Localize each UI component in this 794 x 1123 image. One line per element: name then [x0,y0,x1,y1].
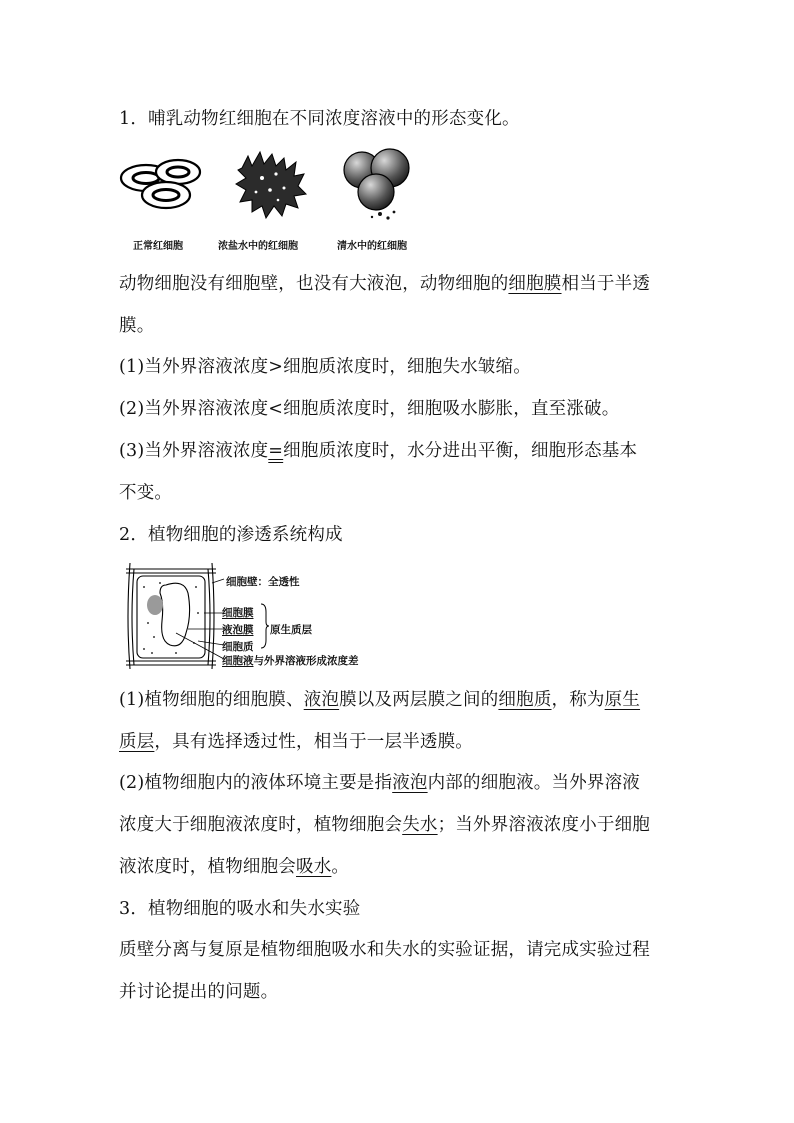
item-balance-line2: 不变。 [119,483,173,503]
section1-heading: 1．哺乳动物红细胞在不同浓度溶液中的形态变化。 [119,109,520,129]
section2-heading: 2．植物细胞的渗透系统构成 [119,525,343,545]
brace-icon [259,604,269,648]
equal-sign: = [268,441,284,461]
protoplast-paragraph: (1)植物细胞的细胞膜、液泡膜以及两层膜之间的细胞质，称为原生 [119,690,641,710]
animal-cell-paragraph-line2: 膜。 [119,316,155,336]
plant-cell-illustration [124,563,224,673]
section3-heading: 3．植物细胞的吸水和失水实验 [119,899,361,919]
sap-paragraph-line2: 浓度大于细胞液浓度时，植物细胞会失水；当外界溶液浓度小于细胞 [119,815,651,835]
experiment-paragraph: 质壁分离与复原是植物细胞吸水和失水的实验证据，请完成实验过程 [119,940,650,960]
label-cell-membrane: 细胞膜 [222,607,254,619]
item-swell: (2)当外界溶液浓度<细胞质浓度时，细胞吸水膨胀，直至涨破。 [119,399,620,419]
sap-paragraph: (2)植物细胞内的液体环境主要是指液泡内部的细胞液。当外界溶液 [119,773,641,793]
experiment-paragraph-line2: 并讨论提出的问题。 [119,982,279,1002]
cell-membrane-term: 细胞膜 [508,274,562,294]
label-cell-sap: 细胞液与外界溶液形成浓度差 [222,655,359,667]
caption-normal-cell: 正常红细胞 [133,241,183,252]
label-protoplast-layer: 原生质层 [270,624,312,636]
swollen-red-cells-illustration [338,146,428,226]
shrunken-red-cells-illustration [232,148,322,228]
protoplast-paragraph-line2: 质层，具有选择透过性，相当于一层半透膜。 [119,732,474,752]
caption-saltwater-cell: 浓盐水中的红细胞 [218,241,298,252]
animal-cell-paragraph: 动物细胞没有细胞壁，也没有大液泡，动物细胞的细胞膜相当于半透 [119,274,651,294]
caption-freshwater-cell: 清水中的红细胞 [337,241,407,252]
label-cell-wall: 细胞壁：全透性 [226,576,300,588]
item-balance: (3)当外界溶液浓度=细胞质浓度时，水分进出平衡，细胞形态基本 [119,441,638,461]
sap-paragraph-line3: 液浓度时，植物细胞会吸水。 [119,857,350,877]
label-cytoplasm: 细胞质 [222,641,254,653]
item-shrink: (1)当外界溶液浓度>细胞质浓度时，细胞失水皱缩。 [119,357,531,377]
label-vacuole-membrane: 液泡膜 [222,624,254,636]
